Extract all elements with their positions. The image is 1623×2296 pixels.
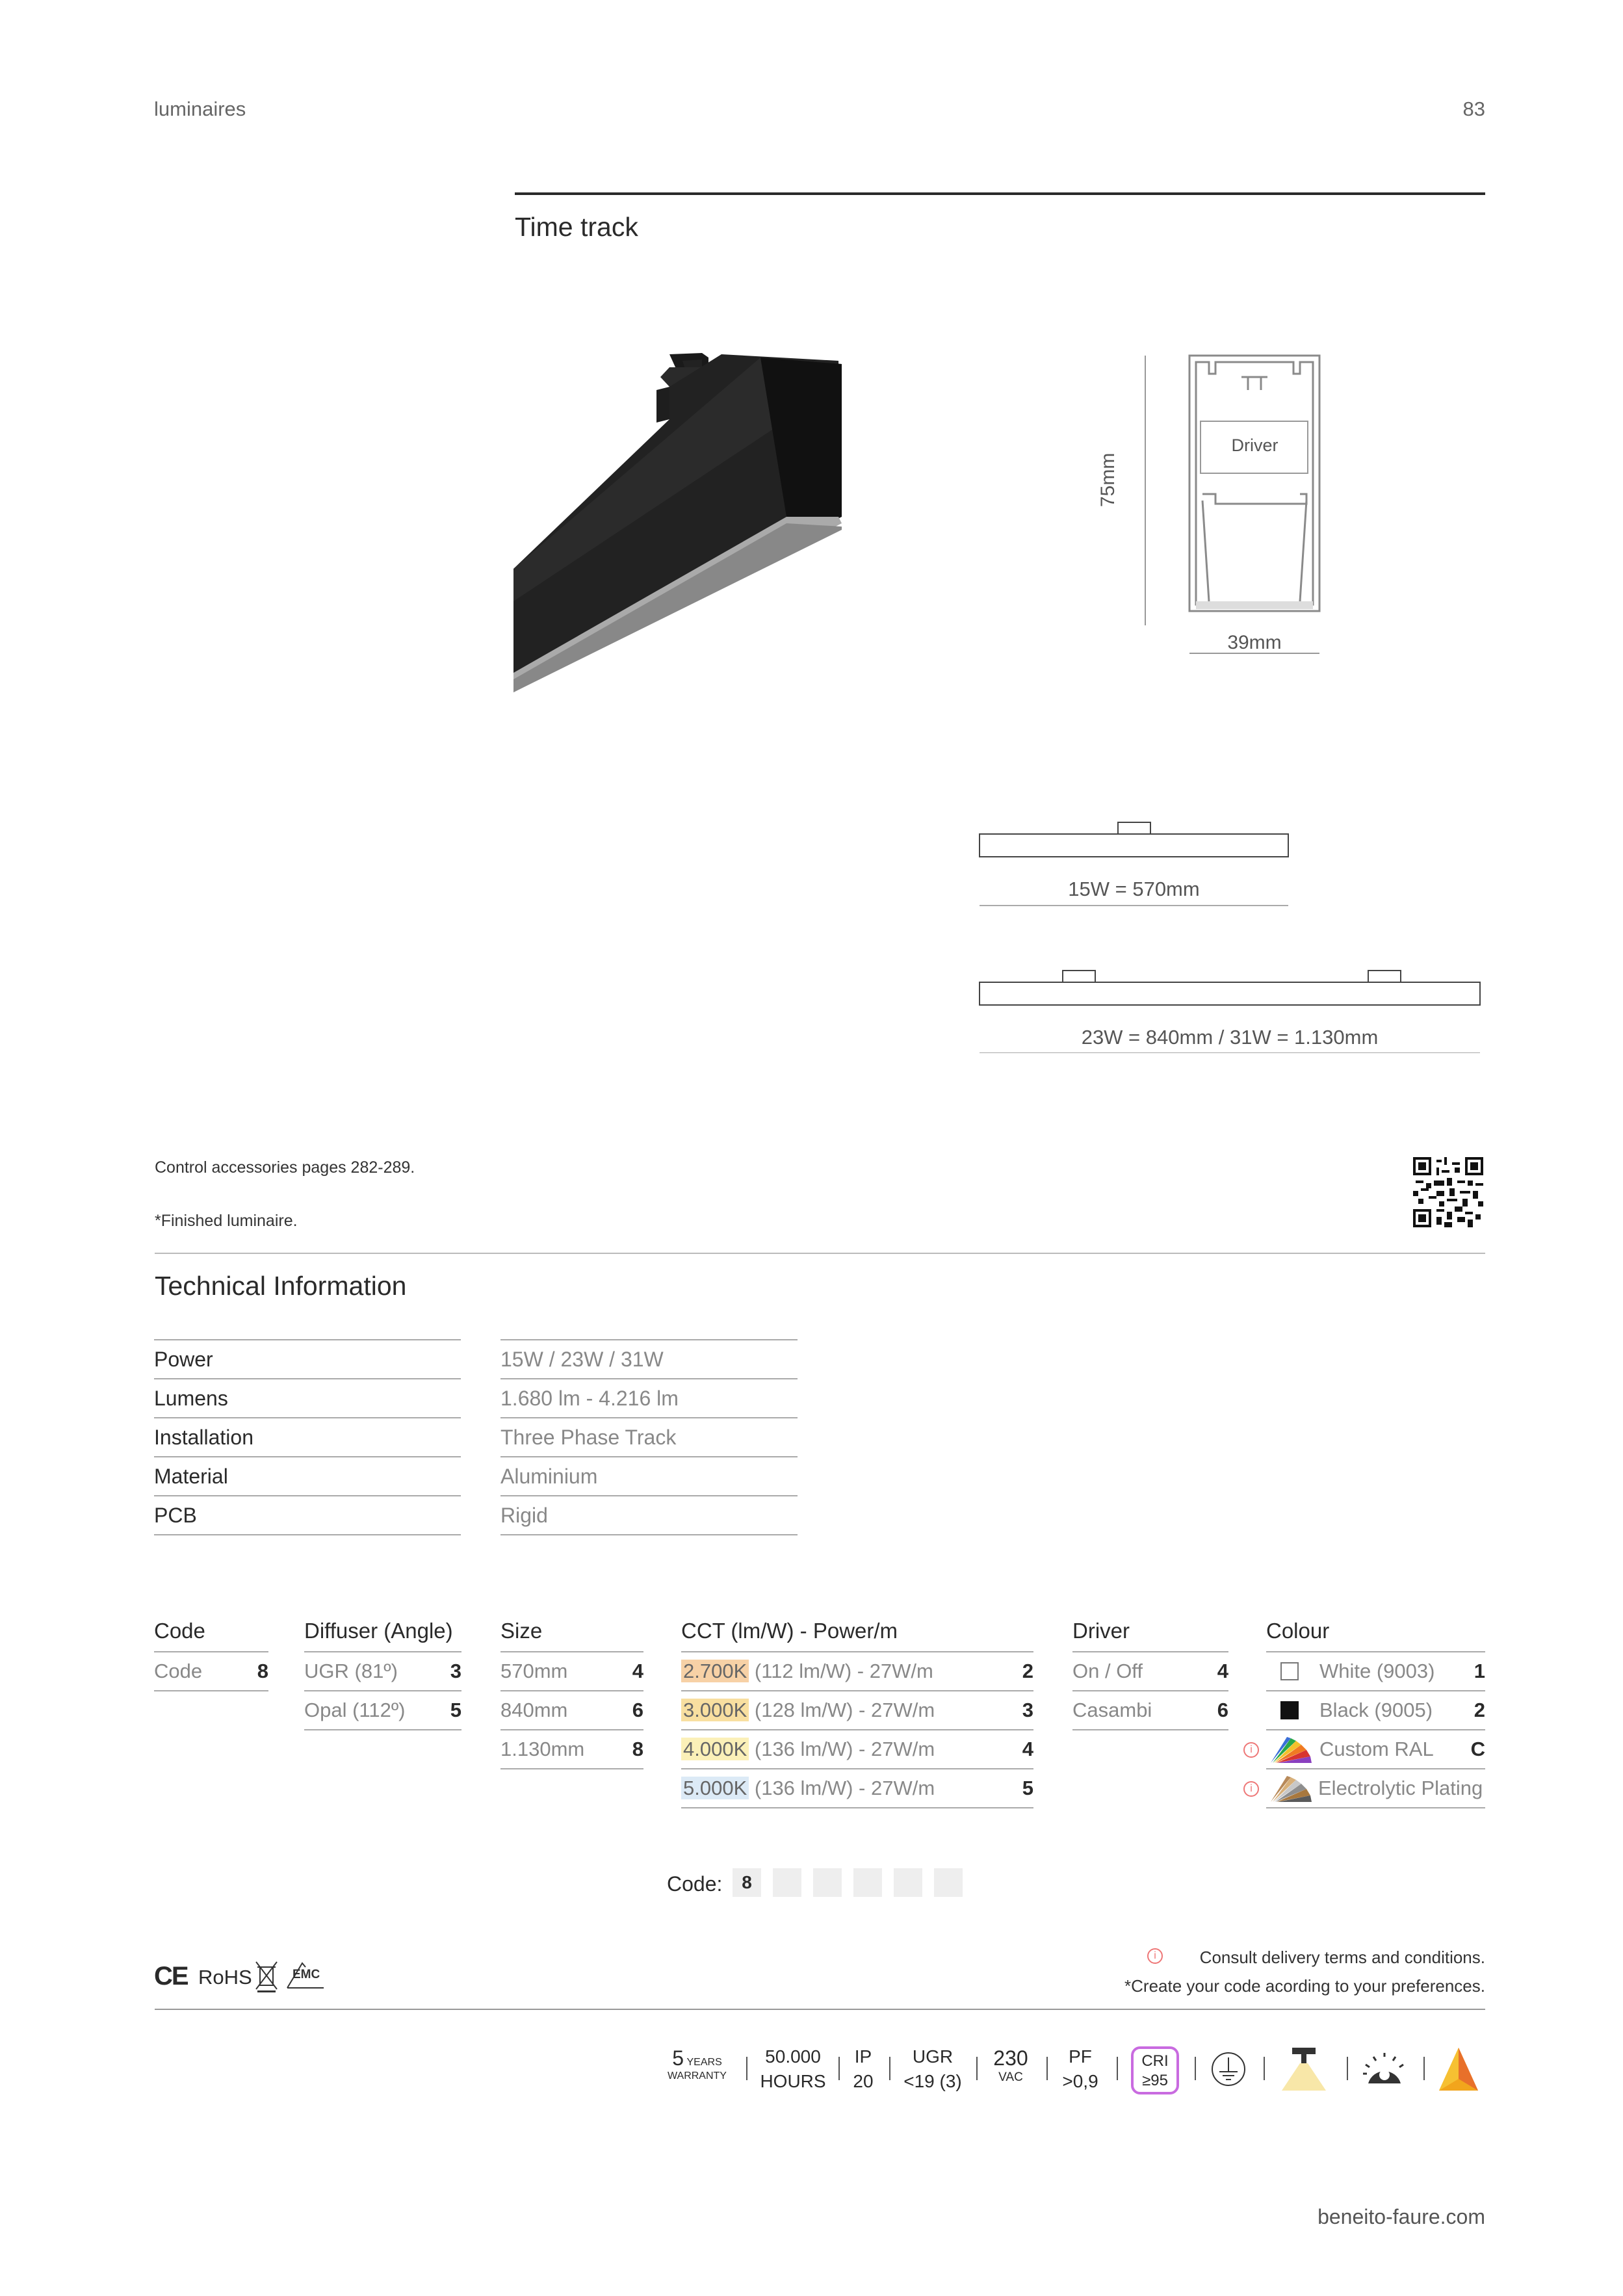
pf-value: >0,9: [1062, 2071, 1098, 2091]
ip-label: IP: [854, 2046, 872, 2067]
short-length-label: 15W = 570mm: [1068, 878, 1200, 900]
technical-title: Technical Information: [155, 1271, 407, 1301]
colour-option-label: Black (9005): [1319, 1699, 1433, 1721]
spec-value-power: 15W / 23W / 31W: [500, 1340, 798, 1379]
info-icon: i: [1147, 1948, 1163, 1964]
voltage-unit: VAC: [998, 2070, 1023, 2084]
spec-value-lumens: 1.680 lm - 4.216 lm: [500, 1379, 798, 1418]
code-slot-2[interactable]: [773, 1868, 801, 1897]
height-dimension: 75mm: [1097, 452, 1119, 507]
colour-option-custom-ral[interactable]: [1266, 1730, 1485, 1769]
diffuser-option-ugr[interactable]: [304, 1652, 461, 1691]
emc-label: EMC: [292, 1968, 320, 1981]
diffuser-option-label: Opal (112º): [304, 1699, 406, 1721]
cri-label: CRI: [1141, 2052, 1169, 2070]
earth-ground-icon: [1210, 2051, 1247, 2087]
driver-column-header: Driver: [1072, 1619, 1130, 1643]
cct-temp: 5.000K: [681, 1777, 749, 1799]
hours-value: 50.000: [765, 2046, 821, 2067]
driver-option-label: Casambi: [1072, 1699, 1152, 1721]
track-light-icon: [1279, 2046, 1329, 2092]
driver-option-label: On / Off: [1072, 1660, 1143, 1682]
code-option-label: Code: [154, 1660, 203, 1682]
black-swatch-icon: [1280, 1701, 1299, 1719]
size-option-label: 840mm: [500, 1699, 568, 1721]
cct-temp: 4.000K: [681, 1738, 749, 1760]
consult-note: Consult delivery terms and conditions.: [1199, 1948, 1485, 1967]
cct-option-4000[interactable]: [681, 1730, 1033, 1769]
ugr-badge: [897, 2044, 968, 2094]
section-divider: [155, 1253, 1485, 1254]
lifetime-badge: [757, 2044, 829, 2094]
width-dimension: 39mm: [1227, 632, 1282, 653]
product-title: Time track: [515, 212, 638, 242]
driver-option-casambi[interactable]: [1072, 1691, 1228, 1730]
spec-label-power: Power: [154, 1340, 461, 1379]
ugr-value: <19 (3): [903, 2071, 962, 2091]
spec-label-pcb: PCB: [154, 1496, 461, 1535]
cct-temp: 2.700K: [681, 1660, 749, 1682]
driver-label: Driver: [1231, 436, 1279, 455]
code-slot-6[interactable]: [934, 1868, 963, 1897]
colour-fan-icon: [1267, 1734, 1313, 1764]
cri-value: ≥95: [1142, 2072, 1168, 2089]
size-option-code: 4: [632, 1660, 643, 1682]
colour-option-label: Electrolytic Plating: [1318, 1777, 1483, 1799]
cct-temp: 3.000K: [681, 1699, 749, 1721]
cct-detail: (136 lm/W) - 27W/m: [749, 1738, 935, 1760]
diffuser-option-opal[interactable]: [304, 1691, 461, 1730]
spec-value-installation: Three Phase Track: [500, 1418, 798, 1457]
driver-option-onoff[interactable]: [1072, 1652, 1228, 1691]
dimming-icon: [1362, 2048, 1407, 2087]
code-slot-3[interactable]: [813, 1868, 842, 1897]
ip-badge: [847, 2044, 879, 2094]
size-option-840[interactable]: [500, 1691, 643, 1730]
cct-option-2700[interactable]: [681, 1652, 1033, 1691]
info-icon[interactable]: i: [1243, 1781, 1259, 1797]
warranty-label: WARRANTY: [668, 2070, 727, 2081]
cct-option-5000[interactable]: [681, 1769, 1033, 1808]
driver-option-code: 4: [1217, 1660, 1228, 1682]
warranty-badge: [666, 2046, 728, 2082]
cct-code: 3: [1022, 1699, 1033, 1721]
code-option-code: 8: [257, 1660, 268, 1682]
voltage-value: 230: [993, 2046, 1028, 2070]
cct-detail: (136 lm/W) - 27W/m: [749, 1777, 935, 1799]
white-swatch-icon: [1280, 1662, 1299, 1680]
colour-option-code: 2: [1474, 1699, 1485, 1721]
cct-code: 4: [1022, 1738, 1033, 1760]
cct-column-header: CCT (lm/W) - Power/m: [681, 1619, 898, 1643]
cri-badge-icon: [1131, 2046, 1179, 2094]
qr-code[interactable]: [1413, 1157, 1483, 1227]
code-slot-4[interactable]: [853, 1868, 882, 1897]
ip-value: 20: [853, 2071, 874, 2091]
diffuser-option-code: 5: [450, 1699, 461, 1721]
long-length-label: 23W = 840mm / 31W = 1.130mm: [1081, 1026, 1379, 1049]
cross-section-diagram: [1105, 345, 1326, 670]
size-option-570[interactable]: [500, 1652, 643, 1691]
code-slot-5[interactable]: [894, 1868, 922, 1897]
length-diagrams: [978, 819, 1498, 1053]
warranty-years: 5: [672, 2046, 684, 2070]
colour-option-white[interactable]: [1266, 1652, 1485, 1691]
cct-detail: (128 lm/W) - 27W/m: [749, 1699, 935, 1721]
power-factor-badge: [1054, 2044, 1106, 2094]
colour-column-header: Colour: [1266, 1619, 1330, 1643]
brand-logo-icon: [1438, 2046, 1479, 2092]
weee-bin-icon: [255, 1961, 278, 1993]
colour-option-label: Custom RAL: [1319, 1738, 1434, 1760]
colour-option-code: C: [1470, 1738, 1485, 1760]
diffuser-option-label: UGR (81º): [304, 1660, 398, 1682]
size-option-1130[interactable]: [500, 1730, 643, 1769]
create-code-note: *Create your code acording to your preferences.: [1124, 1976, 1485, 1996]
warranty-unit: YEARS: [686, 2057, 722, 2068]
spec-value-material: Aluminium: [500, 1457, 798, 1496]
cct-code: 2: [1022, 1660, 1033, 1682]
info-icon[interactable]: i: [1243, 1742, 1259, 1758]
code-slot-1: 8: [733, 1868, 761, 1897]
cct-code: 5: [1022, 1777, 1033, 1799]
spec-label-material: Material: [154, 1457, 461, 1496]
diffuser-option-code: 3: [450, 1660, 461, 1682]
pf-label: PF: [1069, 2046, 1092, 2067]
size-option-label: 570mm: [500, 1660, 568, 1682]
colour-option-electrolytic[interactable]: [1266, 1769, 1485, 1808]
size-option-code: 8: [632, 1738, 643, 1760]
diffuser-column-header: Diffuser (Angle): [304, 1619, 453, 1643]
spec-label-installation: Installation: [154, 1418, 461, 1457]
ce-mark: CE: [154, 1962, 188, 1990]
colour-option-black[interactable]: [1266, 1691, 1485, 1730]
code-builder-label: Code:: [667, 1872, 723, 1896]
control-accessories-note: Control accessories pages 282-289.: [155, 1158, 415, 1177]
metal-fan-icon: [1267, 1773, 1313, 1803]
finished-luminaire-note: *Finished luminaire.: [155, 1212, 298, 1230]
voltage-badge: [985, 2046, 1037, 2085]
product-image: [513, 328, 851, 692]
code-column-header: Code: [154, 1619, 205, 1643]
section-label: luminaires: [154, 98, 246, 120]
colour-option-label: White (9003): [1319, 1660, 1435, 1682]
page-number: 83: [1462, 98, 1485, 120]
driver-option-code: 6: [1217, 1699, 1228, 1721]
spec-label-lumens: Lumens: [154, 1379, 461, 1418]
cct-detail: (112 lm/W) - 27W/m: [749, 1660, 933, 1682]
rohs-mark: RoHS: [198, 1966, 252, 1989]
size-option-code: 6: [632, 1699, 643, 1721]
size-column-header: Size: [500, 1619, 543, 1643]
code-option[interactable]: [154, 1652, 268, 1691]
ugr-label: UGR: [912, 2046, 954, 2067]
cct-option-3000[interactable]: [681, 1691, 1033, 1730]
website-link[interactable]: beneito-faure.com: [1318, 2205, 1485, 2228]
colour-option-code: 1: [1474, 1660, 1485, 1682]
footer-divider: [155, 2009, 1485, 2010]
title-rule: [515, 192, 1485, 195]
hours-label: HOURS: [760, 2071, 826, 2091]
size-option-label: 1.130mm: [500, 1738, 585, 1760]
spec-value-pcb: Rigid: [500, 1496, 798, 1535]
